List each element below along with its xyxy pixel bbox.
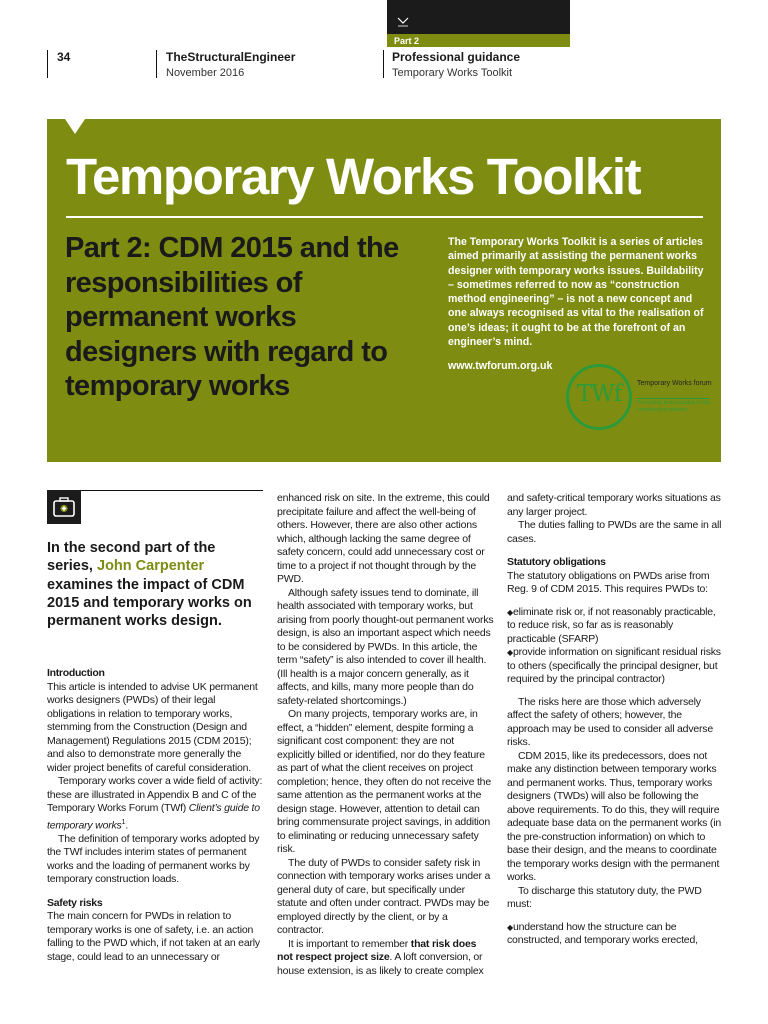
- article-subtitle: Part 2: CDM 2015 and the responsibilities of permanent works designers with regard to temporary works: [65, 232, 399, 402]
- page-number: 34: [57, 50, 71, 64]
- magazine-name: TheStructuralEngineer: [166, 50, 296, 64]
- twf-logo: [566, 364, 632, 430]
- chevron-down-icon[interactable]: [396, 15, 410, 27]
- paragraph: enhanced risk on site. In the extreme, this could precipitate failure and affect the well-being of others. However, there are also other actions which, although lacking the same degree of safety concern, could add unnecessary cost or time to a project if not thought through by the PWD.: [277, 492, 490, 585]
- bullet-icon: ◆: [507, 922, 513, 932]
- series-intro: The Temporary Works Toolkit is a series of articles aimed primarily at assisting the permanent works designer with temporary works issues. Buildability – sometimes referred to now as “construction method engineering” – is not a new concept and one always recognised as vital to the realisation of one’s ideas; it ought to be at the forefront of an engineer’s mind.: [448, 236, 704, 349]
- bullet-icon: ◆: [507, 648, 513, 657]
- subsection-name: Temporary Works Toolkit: [392, 67, 513, 79]
- toolkit-icon: [47, 490, 81, 524]
- paragraph: It is important to remember that risk does not respect project size. A loft conversion, or house extension, is as likely to create complex: [277, 937, 484, 977]
- title-banner: [47, 119, 721, 462]
- section-heading: Statutory obligations: [507, 556, 606, 568]
- paragraph: This article is intended to advise UK permanent works designers (PWDs) of their legal obligations in relation to temporary works, stemming from the Construction (Design and Management) Regulations 2015 (CDM 2015); and also to demonstrate more generally the wider project benefits of careful consideration.: [47, 680, 258, 774]
- standfirst-text: In the second part of the series,: [47, 540, 216, 575]
- twf-logo-name: Temporary Works forum: [637, 380, 712, 387]
- bullet-item: ◆provide information on significant residual risks to others (specifically the principal designer, but required by the principal contractor): [507, 646, 721, 685]
- title-rule: [66, 216, 703, 218]
- paragraph: The duties falling to PWDs are the same in all cases.: [507, 519, 722, 545]
- header-divider: [383, 50, 384, 78]
- paragraph: Although safety issues tend to dominate, ill health associated with temporary works, but arising from poorly thought-out permanent works design, is also an important aspect which needs to be considered by PWDs. In this article, the term “safety” is also intended to cover ill health. (Ill health is a major concern generally, as it affects, and kills, many more people than do safety-related shortcomings.): [277, 586, 494, 707]
- paragraph: To discharge this statutory duty, the PWD must:: [507, 884, 702, 910]
- page-title: Temporary Works Toolkit: [66, 148, 641, 205]
- footnote-ref: 1: [121, 818, 126, 826]
- paragraph: The duty of PWDs to consider safety risk in connection with temporary works arises under a general duty of care, but specifically under statute and often under contract. PWDs may be employed directly by the client, or by a contractor.: [277, 856, 491, 936]
- section-heading: Safety risks: [47, 896, 103, 909]
- bullet-item: ◆understand how the structure can be constructed, and temporary works erected,: [507, 920, 698, 946]
- standfirst: [47, 539, 265, 630]
- paragraph: On many projects, temporary works are, in effect, a “hidden” element, despite forming a significant cost component: they are not explicitly billed or identified, nor do they feature as part of what the client receives on project completion; hence, they often do not receive the same attention as the permanent works at the design stage. However, attention to detail can bring commensurate project savings, in addition to eliminating or reducing unnecessary safety risk.: [277, 708, 491, 855]
- twf-logo-text: TWf: [576, 381, 622, 407]
- author-name: John Carpenter: [97, 558, 205, 575]
- header-divider: [156, 50, 157, 78]
- bullet-icon: ◆: [507, 607, 513, 617]
- twf-logo-rule: [637, 398, 709, 399]
- standfirst-text: examines the impact of CDM 2015 and temporary works on permanent works design.: [47, 576, 252, 630]
- paragraph: The definition of temporary works adopted by the TWf includes interim states of permanent works and the loading of permanent works by temporary construction loads.: [47, 832, 260, 885]
- banner-notch: [65, 119, 85, 134]
- section-name: Professional guidance: [392, 50, 521, 64]
- body-column-2: [277, 492, 494, 978]
- header-divider: [47, 50, 48, 78]
- paragraph: The main concern for PWDs in relation to temporary works is one of safety, i.e. an action falling to the PWD which, if not taken at an early stage, could lead to an unnecessary or: [47, 910, 260, 963]
- paragraph: CDM 2015, like its predecessors, does not make any distinction between temporary works and permanent works. Thus, temporary works designers (TWDs) will also be following the above requirements. To do this, they will require adequate base data on the permanent works (in the pre-construction information) on which to base their design, and the means to coordinate the temporary works design with the permanent works.: [507, 749, 721, 883]
- section-heading: Introduction: [47, 667, 105, 679]
- bullet-item: ◆eliminate risk or, if not reasonably practicable, to reduce risk, so far as is reasonably practicable (SFARP): [507, 605, 716, 645]
- paragraph: Temporary works cover a wide field of activity: these are illustrated in Appendix B and C of the Temporary Works Forum (TWf) Client’s guide to temporary works$^1$.: [47, 775, 263, 831]
- paragraph: The risks here are those which adversely affect the safety of others; however, the approach may be used to consider all adverse risks.: [507, 695, 713, 748]
- body-column-1: [47, 667, 265, 964]
- paragraph: The statutory obligations on PWDs arise from Reg. 9 of CDM 2015. This requires PWDs to:: [507, 569, 710, 595]
- twf-logo-tagline: Promoting best practice in the construction industry: [637, 400, 710, 413]
- body-column-3: [507, 492, 722, 948]
- part-strip: [387, 34, 570, 47]
- website-link[interactable]: www.twforum.org.uk: [448, 360, 553, 372]
- emphasis: that risk does not respect project size: [277, 937, 477, 963]
- issue-date: November 2016: [166, 67, 245, 79]
- standfirst-rule: [81, 490, 263, 491]
- reference-title: Client’s guide to temporary works: [47, 802, 260, 831]
- part-label: Part 2: [394, 36, 420, 46]
- part-tab: [387, 0, 570, 47]
- paragraph: and safety-critical temporary works situations as any larger project.: [507, 492, 721, 518]
